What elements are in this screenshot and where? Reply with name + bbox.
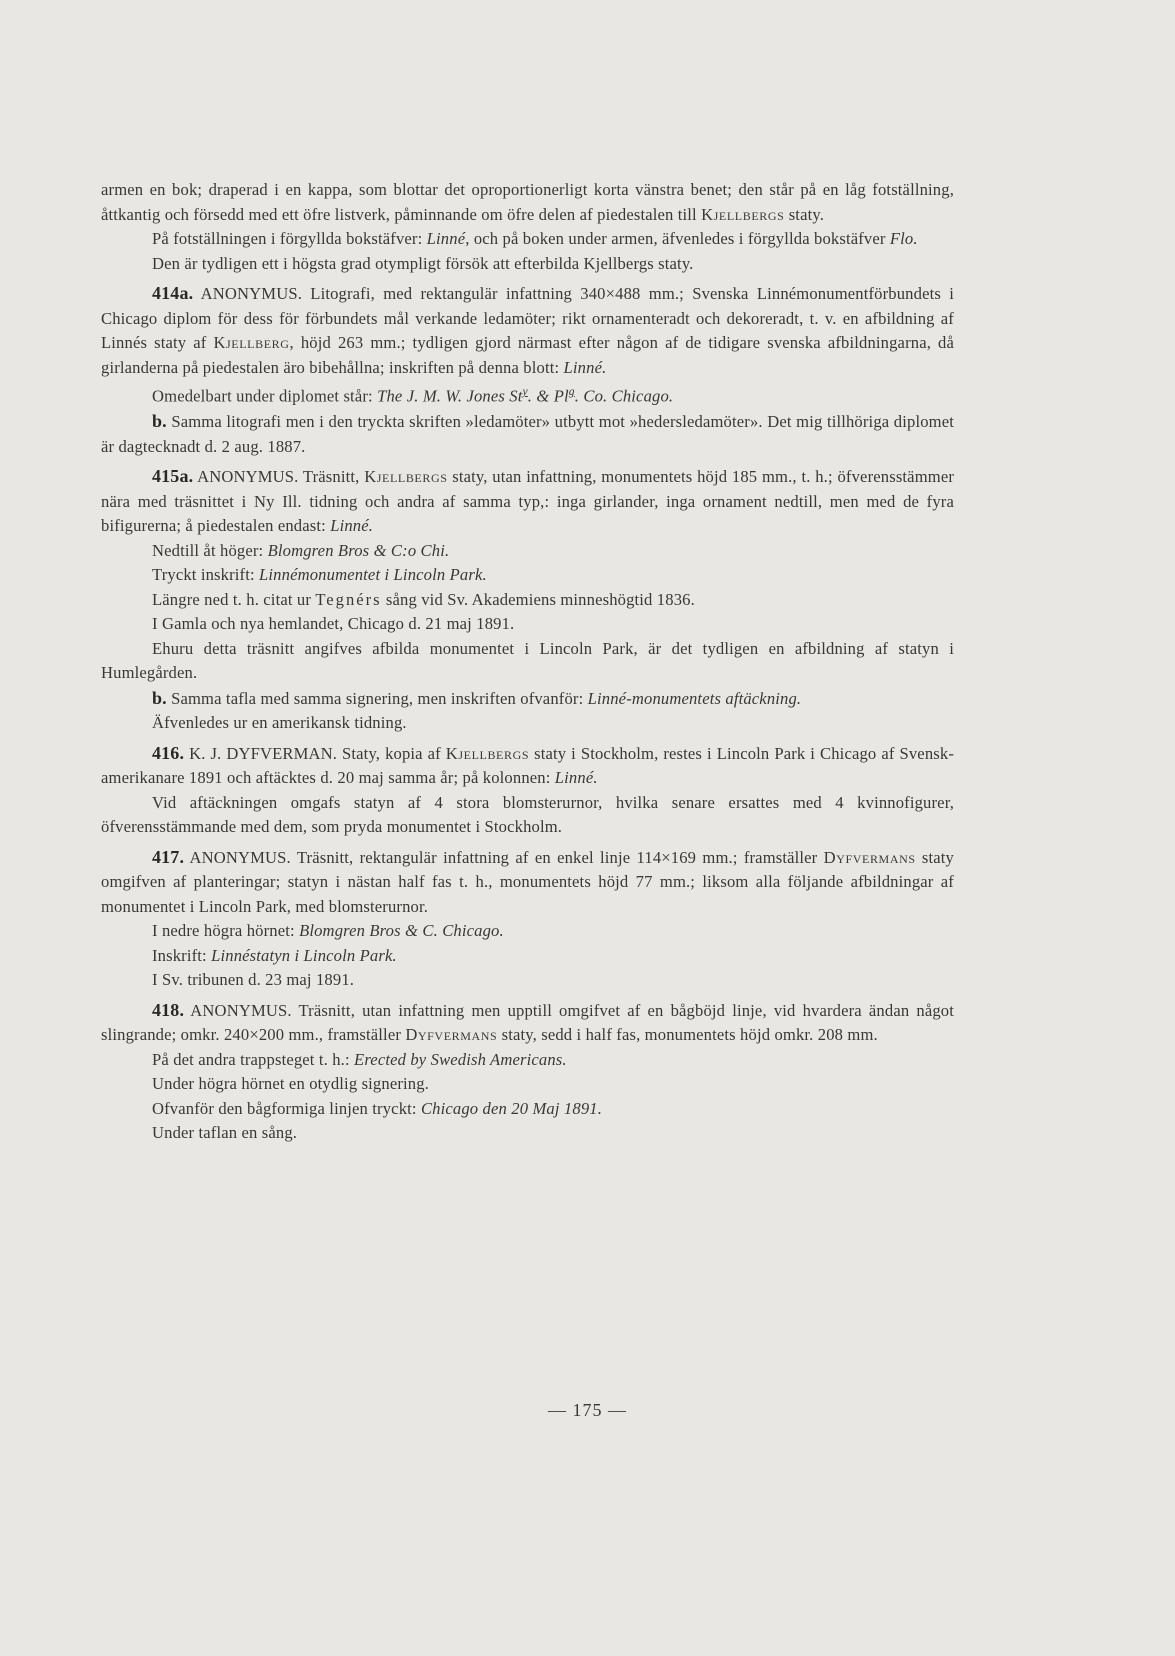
catalog-entry [101, 741, 954, 791]
text-run: Kjellbergs [445, 743, 530, 763]
text-run: g [568, 385, 575, 398]
text-run: Omedelbart under diplomet står: [152, 386, 378, 406]
paragraph [101, 919, 954, 944]
paragraph [101, 968, 954, 993]
paragraph [101, 563, 954, 588]
text-run: På det andra trappsteget t. h.: [152, 1049, 355, 1069]
text-run: Kjellbergs [701, 204, 785, 224]
paragraph [101, 588, 954, 613]
paragraph [101, 178, 954, 227]
entry-number: 416. [152, 742, 185, 763]
text-run: Blomgren Bros & C. Chicago. [299, 921, 504, 941]
text-run: Tegnérs [315, 589, 382, 609]
paragraph [101, 1121, 954, 1146]
catalog-entry [101, 845, 954, 920]
text-run: staty omgifven af planteringar; statyn i nästan half fas t. h., monumentets höjd 77 mm.; liksom alla följande afbildningar af monumentet i Lincoln Park, med blomsterurnor. [101, 847, 954, 916]
paragraph [101, 711, 954, 736]
text-run: ANONYMUS. Träsnitt, [193, 467, 365, 487]
paragraph [101, 1097, 954, 1122]
text-run: I Gamla och nya hemlandet, Chicago d. 21 maj 1891. [152, 614, 515, 634]
entry-number: 414 [152, 283, 180, 303]
text-run: I Sv. tribunen d. 23 maj 1891. [152, 970, 355, 990]
page-body [101, 178, 954, 1146]
catalog-entry [101, 464, 954, 539]
text-run: . & Pl [527, 386, 569, 406]
catalog-entry [101, 281, 954, 380]
paragraph [101, 612, 954, 637]
text-run: K. J. DYFVERMAN. Staty, kopia af [184, 743, 446, 763]
text-run: Samma litografi men i den tryckta skriften »ledamöter» utbytt mot »hedersledamöter». Det mig tillhöriga diplomet är dagtecknadt d. 2 aug. 1887. [101, 412, 954, 456]
entry-number: 415 [152, 466, 180, 487]
text-run: Linné, [426, 229, 470, 248]
text-run: ANONYMUS. Träsnitt, utan infattning men upptill omgifvet af en bågböjd linje, vid hvardera ändan något slingrande; omkr. 240×200 mm., framställer [101, 1000, 954, 1045]
text-run: Dyfvermans [823, 847, 916, 867]
text-run: Längre ned t. h. citat ur [152, 589, 316, 609]
text-run: och på boken under armen, äfvenledes i förgyllda bokstäfver [469, 229, 890, 248]
text-run: The J. M. W. Jones St [377, 386, 523, 406]
text-run: , höjd 263 mm.; tydligen gjord närmast efter någon af de tidigare svenska afbildningarna, då girlanderna på piedestalen äro bibehållna; inskriften på denna blott: [101, 333, 954, 377]
text-run: Linné. [554, 768, 598, 788]
entry-number: b. [152, 411, 167, 432]
text-run: sång vid Sv. Akademiens minneshögtid 1836. [381, 589, 695, 609]
paragraph [101, 252, 954, 277]
text-run: Kjellbergs [364, 467, 448, 487]
text-run: I nedre högra hörnet: [152, 921, 300, 941]
text-run: Samma tafla med samma signering, men inskriften ofvanför: [166, 688, 588, 708]
text-run: Chicago den 20 Maj 1891. [420, 1098, 603, 1118]
entry-number: a. [179, 283, 194, 303]
text-run: staty, utan infattning, monumentets höjd 185 mm., t. h.; öfverensstämmer nära med träsnittet i Ny Ill. tidning och andra af samma typ,: inga girlander, inga ornament nedtill, men med de fyra bifigurerna; å piedestalen endast: [101, 467, 955, 536]
text-run: Linnémonumentet i Lincoln Park. [259, 565, 487, 585]
paragraph [101, 227, 954, 252]
text-run: staty i Stockholm, restes i Lincoln Park i Chicago af Svensk-amerikanare 1891 och aftäcktes d. 20 maj samma år; på kolonnen: [101, 743, 954, 788]
text-run: Nedtill åt höger: [152, 540, 268, 560]
entry-number: a. [179, 466, 194, 487]
text-run: Ofvanför den bågformiga linjen tryckt: [152, 1098, 421, 1118]
text-run: Tryckt inskrift: [152, 565, 260, 585]
paragraph [101, 944, 954, 969]
text-run: armen en bok; draperad i en kappa, som blottar det oproportionerligt korta vänstra benet; den står på en låg fotställning, åttkantig och försedd med ett öfre listverk, påminnande om öfre delen af piedestalen till [101, 180, 954, 224]
text-run: Erected by Swedish Americans. [354, 1049, 567, 1069]
text-run: Blomgren Bros & C:o Chi. [267, 540, 450, 560]
text-run: Flo. [889, 229, 918, 248]
paragraph [101, 409, 954, 459]
page-number: — 175 — [548, 1400, 627, 1420]
entry-number: 417. [152, 846, 185, 867]
paragraph [101, 1072, 954, 1097]
text-run: Äfvenledes ur en amerikansk tidning. [152, 713, 407, 733]
text-run: Ehuru detta träsnitt angifves afbilda monumentet i Lincoln Park, är det tydligen en afbildning af statyn i Humlegården. [101, 638, 954, 683]
text-run: Under högra hörnet en otydlig signering. [152, 1074, 429, 1094]
text-run: Dyfvermans [405, 1025, 498, 1045]
paragraph [101, 686, 954, 712]
paragraph [101, 637, 954, 686]
paragraph [101, 1048, 954, 1073]
text-run: Vid aftäckningen omgafs statyn af 4 stora blomsterurnor, hvilka senare ersattes med 4 kvinnofigurer, öfverensstämmande med dem, som pryda monumentet i Stockholm. [101, 792, 954, 837]
text-run: Linné. [563, 357, 607, 377]
entry-number: 418. [152, 999, 185, 1020]
text-run: ANONYMUS. Litografi, med rektangulär infattning 340×488 mm.; Svenska Linnémonumentförbundets i Chicago diplom för dess för förbundets mål verkande ledamöter; rikt ornamenteradt och dekoreradt, t. v. en afbildning af Linnés staty af [101, 284, 954, 352]
text-run: . Co. Chicago. [574, 386, 674, 406]
paragraph [101, 539, 954, 564]
catalog-entry [101, 998, 954, 1048]
paragraph [101, 791, 954, 840]
text-run: På fotställningen i förgyllda bokstäfver: [152, 229, 427, 248]
text-run: staty. [784, 204, 825, 224]
text-run: Under taflan en sång. [152, 1123, 298, 1143]
paragraph [101, 380, 954, 409]
text-run: staty, sedd i half fas, monumentets höjd omkr. 208 mm. [497, 1025, 878, 1045]
text-run: Kjellberg [213, 333, 290, 352]
text-run: Linné-monumentets aftäckning. [587, 688, 802, 708]
text-run: Den är tydligen ett i högsta grad otympligt försök att efterbilda Kjellbergs staty. [152, 253, 694, 273]
entry-number: b. [152, 687, 167, 708]
text-run: Inskrift: [152, 945, 212, 965]
text-run: Linnéstatyn i Lincoln Park. [211, 945, 397, 965]
text-run: y [522, 385, 528, 398]
text-run: Linné. [330, 516, 374, 536]
text-run: ANONYMUS. Träsnitt, rektangulär infattning af en enkel linje 114×169 mm.; framställer [184, 847, 824, 867]
